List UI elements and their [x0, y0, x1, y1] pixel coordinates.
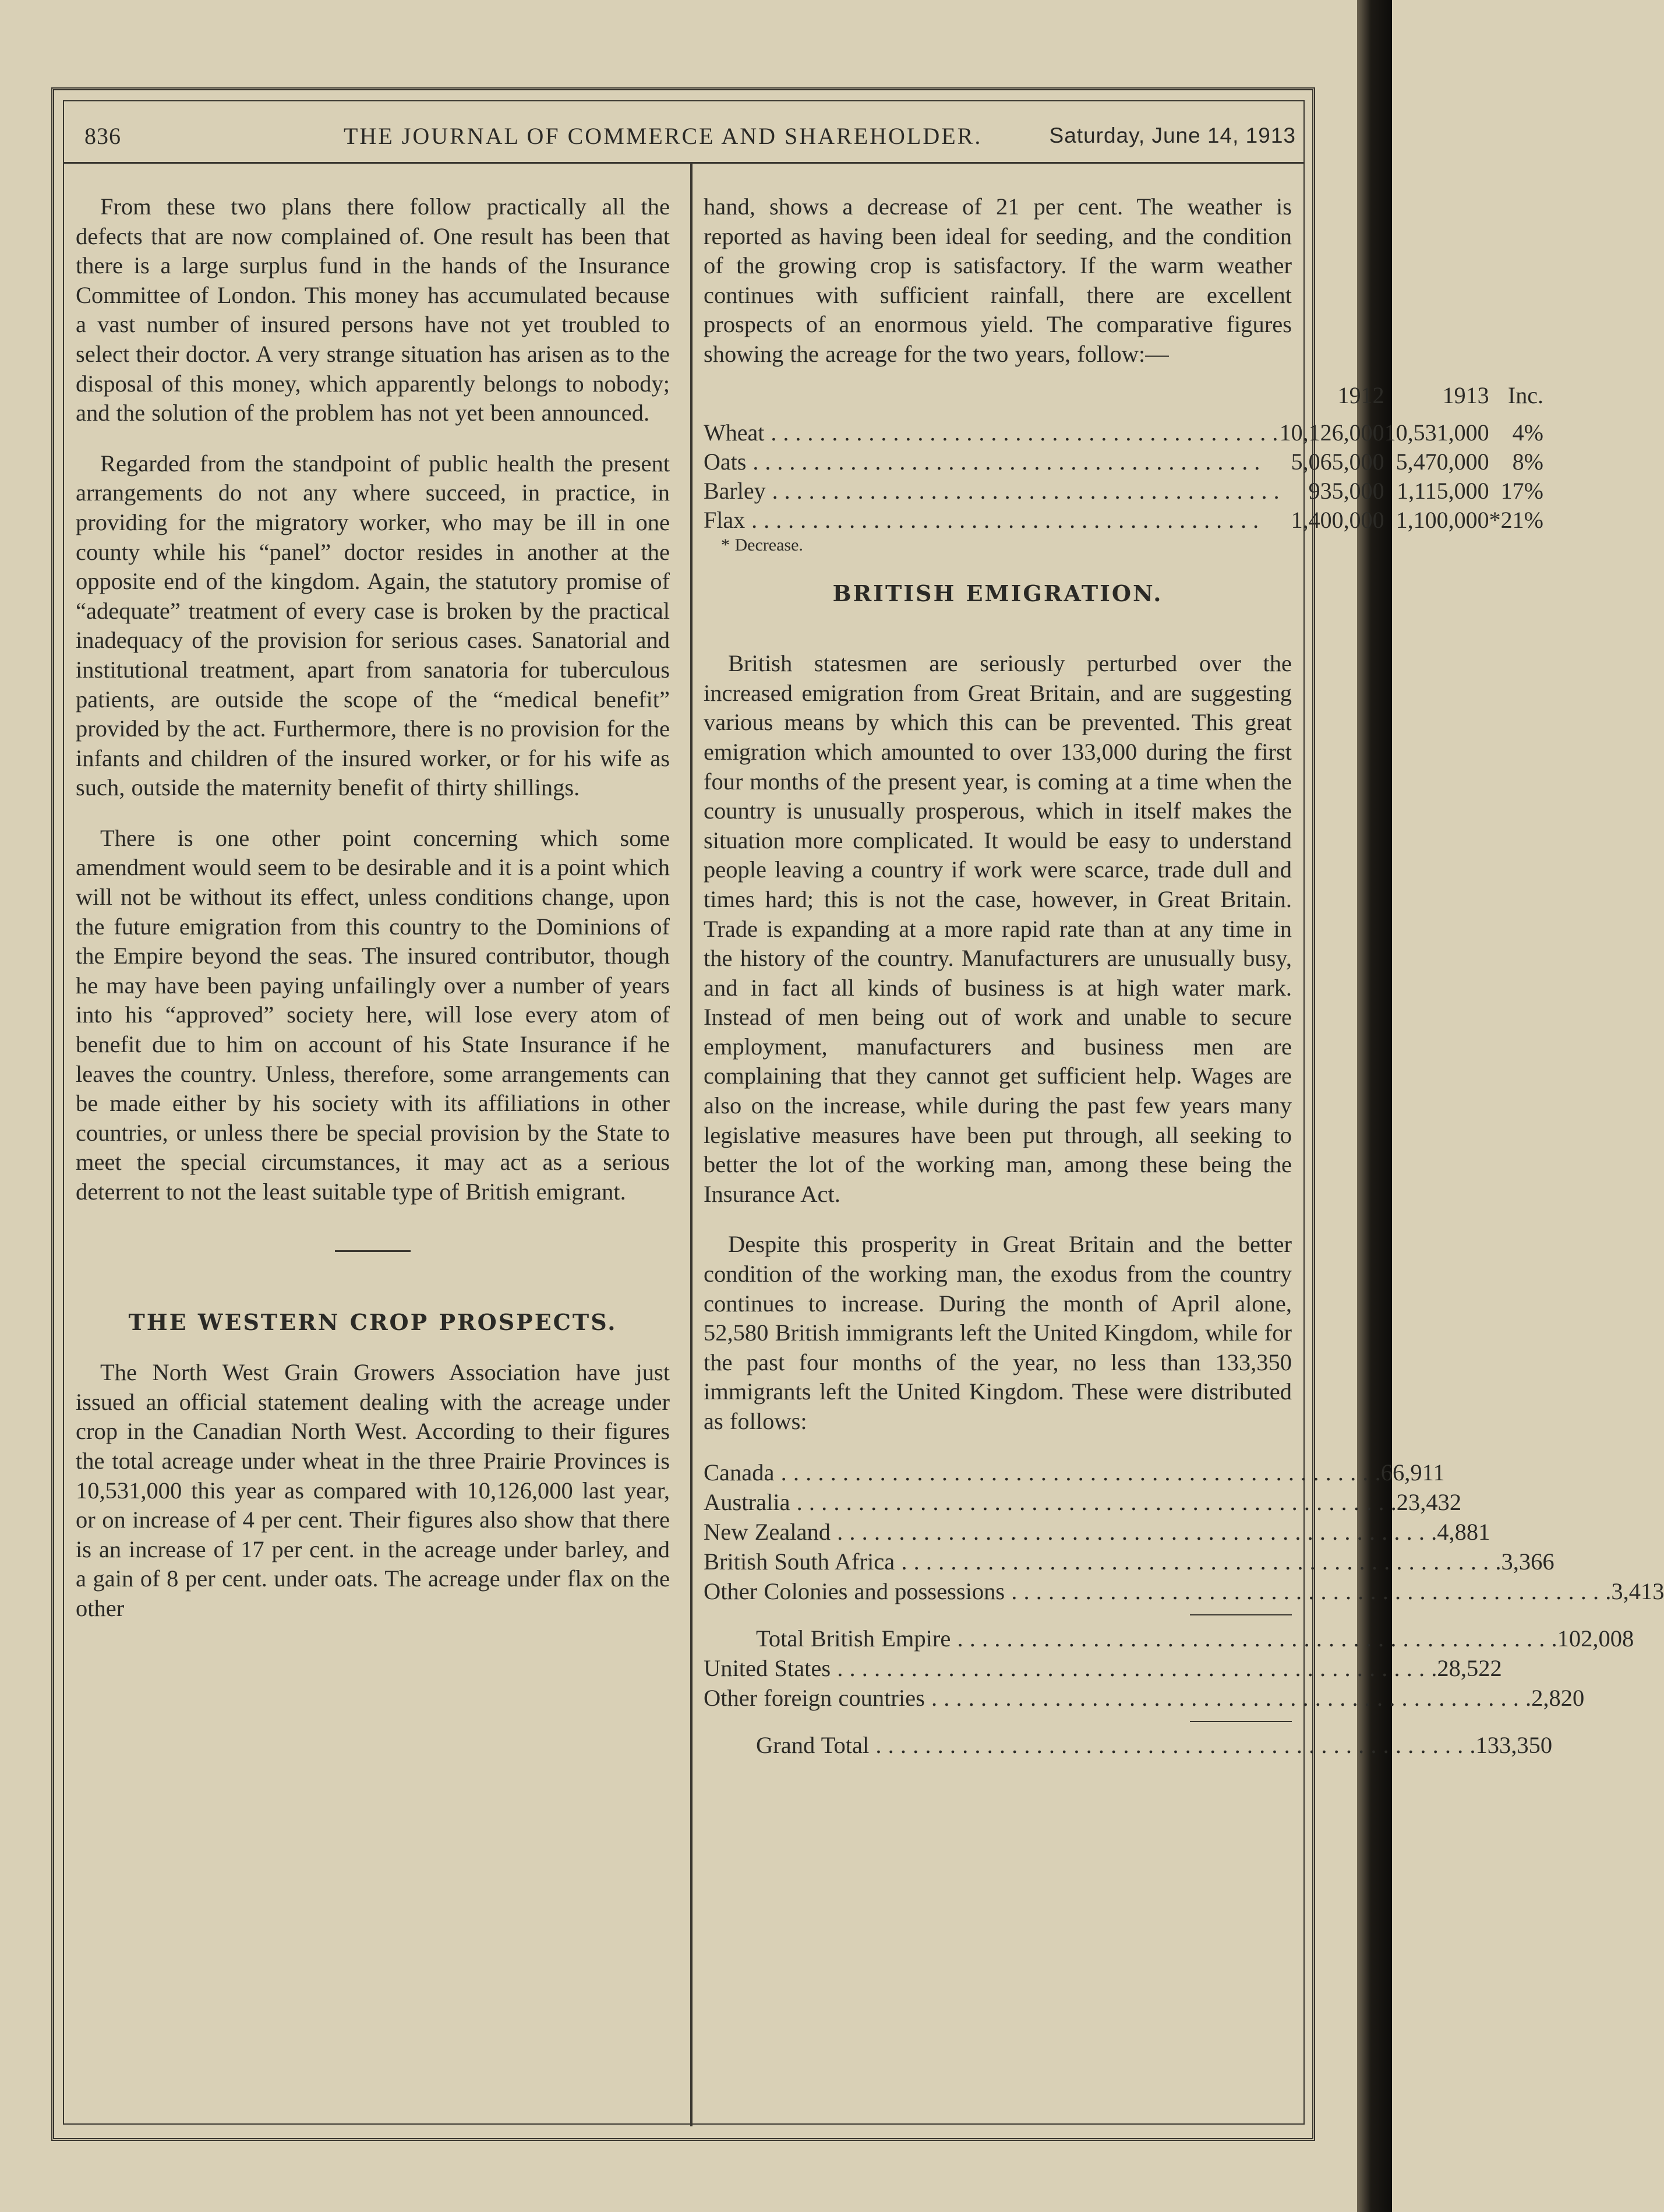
- crop-1913: 5,470,000: [1396, 448, 1489, 475]
- emigration-heading: BRITISH EMIGRATION.: [832, 580, 1163, 606]
- list-item-total-empire: [704, 1624, 1634, 1653]
- sum-rule: [1190, 1614, 1292, 1615]
- list-item: [704, 1683, 1585, 1713]
- destination: Other Colonies and possessions . . .: [704, 1576, 1611, 1606]
- crop-table-header: [704, 381, 1543, 410]
- paragraph-grain-growers: The North West Grain Growers Association have just issued an official statement dealing with the acreage under crop in the Canadian North West. According to their figures the total acreage under wheat in the three Prairie Provinces is 10,531,000 this year as compared with 10,126,000 last year, or on increase of 4 per cent. Their figures also show that there is an increase of 17 per cent. in the acreage under barley, and a gain of 8 per cent. under oats. The acreage under flax on the other: [76, 1359, 670, 1621]
- list-item: [704, 1547, 1555, 1576]
- crop-inc: 17%: [1500, 477, 1543, 504]
- running-header: [84, 122, 1296, 151]
- table-footnote: * Decrease.: [721, 535, 803, 555]
- paragraph-emigration: British statesmen are seriously perturbed over the increased emigration from Great Britain, and are suggesting various means by which this can be prevented. This great emigration which amounted to over 133,000 during the first four months of the present year, is coming at a time when the country is unusually prosperous, which in itself makes the situation more complicated. It would be easy to understand people leaving a country if work were scarce, trade dull and times hard; this is not the case, however, in Great Britain. Trade is expanding at a more rapid rate than at any time in the history of the country. Manufacturers are unusually busy, and in fact all kinds of business is at high water mark. Instead of men being out of work and unable to secure employment, manufacturers and business men are complaining that they cannot get sufficient help. Wages are also on the increase, while during the past few years many legislative measures have been put through, all seeking to better the lot of the working man, among these being the Insurance Act.: [704, 650, 1292, 1207]
- emigrant-count: 66,911: [1380, 1459, 1445, 1486]
- list-item: [704, 1487, 1462, 1517]
- crop-1912: 5,065,000: [1291, 448, 1384, 475]
- table-row: [704, 447, 1543, 477]
- destination: United States . . .: [704, 1653, 1437, 1683]
- right-column: [704, 192, 1664, 1760]
- crop-1913: 1,100,000: [1396, 506, 1489, 533]
- crop-name: Oats . . .: [704, 447, 1280, 477]
- left-column: [76, 192, 670, 1624]
- emigrant-count: 3,366: [1501, 1548, 1555, 1575]
- destination: Canada . . .: [704, 1458, 1381, 1487]
- table-row: [704, 477, 1543, 506]
- header-rule: [64, 162, 1303, 164]
- table-row: [704, 506, 1543, 535]
- issue-date: Saturday, June 14, 1913: [1049, 124, 1296, 147]
- emigrant-count: 102,008: [1557, 1625, 1634, 1652]
- crop-1913: 10,531,000: [1384, 419, 1489, 446]
- list-item-grand-total: [704, 1730, 1553, 1760]
- crop-inc: 4%: [1512, 419, 1543, 446]
- emigrant-count: 4,881: [1437, 1518, 1490, 1545]
- destination: Grand Total . . .: [704, 1730, 1476, 1760]
- crop-1912: 1,400,000: [1291, 506, 1384, 533]
- paragraph-flax-continuation: hand, shows a decrease of 21 per cent. The weather is reported as having been ideal for seeding, and the condition of the growing crop is satisfactory. If the warm weather continues with sufficient rainfall, there are excellent prospects of an enormous yield. The comparative figures showing the acreage for the two years, follow:—: [704, 193, 1292, 367]
- crop-1912: 10,126,000: [1279, 419, 1384, 446]
- emigration-table: [704, 1458, 1664, 1760]
- crop-1913: 1,115,000: [1397, 477, 1489, 504]
- emigrant-count: 2,820: [1531, 1684, 1585, 1711]
- paragraph-public-health: Regarded from the standpoint of public health the present arrangements do not any where succeed, in practice, in providing for the migratory worker, who may be ill in one county while his “panel” doctor resides in another at the opposite end of the kingdom. Again, the statutory promise of “adequate” treatment of every case is broken by the practical inadequacy of the provision for serious cases. Sanatorial and institutional treatment, apart from sanatoria for tuberculous patients, are outside the scope of the “medical benefit” provided by the act. Furthermore, there is no provision for the infants and children of the insured worker, or for his wife as such, outside the maternity benefit of thirty shillings.: [76, 450, 670, 801]
- crop-name: Barley . . .: [704, 477, 1280, 506]
- crop-inc: *21%: [1489, 506, 1543, 533]
- crop-inc: 8%: [1512, 448, 1543, 475]
- paragraph-exodus: Despite this prosperity in Great Britain and the better condition of the working man, the exodus from the country continues to increase. During the month of April alone, 52,580 British immigrants left the United Kingdom, while for the past four months of the year, no less than 133,350 immigrants left the United Kingdom. These were distributed as follows:: [704, 1231, 1292, 1434]
- col-header-1912: 1912: [1337, 382, 1384, 408]
- list-item: [704, 1517, 1490, 1547]
- emigrant-count: 28,522: [1437, 1654, 1502, 1681]
- list-item: [704, 1458, 1445, 1487]
- col-header-inc: Inc.: [1507, 382, 1543, 408]
- sum-rule: [1190, 1721, 1292, 1722]
- emigrant-count: 3,413: [1611, 1578, 1664, 1604]
- destination: Total British Empire . . .: [704, 1624, 1557, 1653]
- destination: Other foreign countries . . .: [704, 1683, 1531, 1713]
- list-item: [704, 1576, 1664, 1606]
- list-item: [704, 1653, 1502, 1683]
- destination: New Zealand . . .: [704, 1517, 1437, 1547]
- table-row: [704, 418, 1543, 447]
- journal-title: THE JOURNAL OF COMMERCE AND SHAREHOLDER.: [344, 123, 983, 149]
- page-number: 836: [84, 123, 121, 149]
- crop-1912: 935,000: [1308, 477, 1384, 504]
- destination: British South Africa . . .: [704, 1547, 1502, 1576]
- emigrant-count: 133,350: [1475, 1731, 1553, 1758]
- paragraph-insurance-defects: From these two plans there follow practically all the defects that are now complained of. One result has been that there is a large surplus fund in the hands of the Insurance Committee of London. This money has accumulated because a vast number of insured persons have not yet troubled to select their doctor. A very strange situation has arisen as to the disposal of this money, which apparently belongs to nobody; and the solution of the problem has not yet been announced.: [76, 193, 670, 426]
- destination: Australia . . .: [704, 1487, 1397, 1517]
- column-rule: [690, 163, 693, 2126]
- paragraph-amendment: There is one other point concerning which some amendment would seem to be desirable and it is a point which will not be without its effect, unless conditions change, upon the future emigration from this country to the Dominions of the Empire beyond the seas. The insured contributor, though he may have been paying unfailingly over a number of years into his “approved” society here, will lose every atom of benefit due to him on account of his State Insurance if he leaves the country. Unless, therefore, some arrangements can be made either by his society with its affiliations in other countries, or unless there be special provision by the State to meet the special circumstances, it may act as a serious deterrent to not the least suitable type of British emigrant.: [76, 824, 670, 1205]
- crop-prospects-heading: THE WESTERN CROP PROSPECTS.: [128, 1308, 617, 1335]
- page-edge: [1357, 0, 1392, 2212]
- col-header-1913: 1913: [1442, 382, 1489, 408]
- crop-name: Flax . . .: [704, 506, 1280, 535]
- emigrant-count: 23,432: [1396, 1488, 1462, 1515]
- crop-name: Wheat . . .: [704, 418, 1280, 447]
- crop-acreage-table: [704, 381, 1543, 535]
